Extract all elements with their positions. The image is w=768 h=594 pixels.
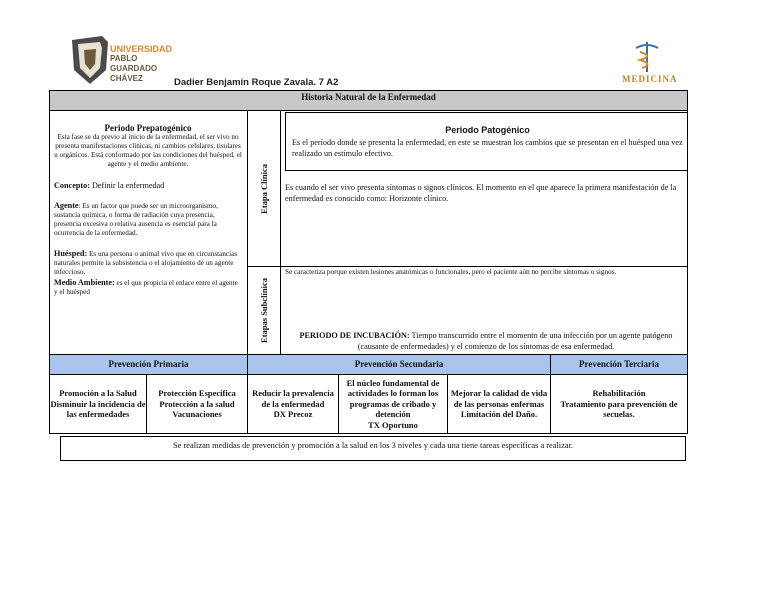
patogenic-text: Es el período donde se presenta la enfermedad, en este se muestran los cambios que se presentan en el huésped una vez realizado un estímulo efectivo.	[292, 138, 683, 158]
author-line: Dadier Benjamín Roque Zavala. 7 A2	[174, 77, 339, 88]
prevention-cell-5: Mejorar la calidad de vida de las personas enfermas Limitación del Daño.	[447, 374, 551, 434]
etapas-subclinica-label: Etapas Subclínica	[259, 278, 269, 343]
concepto-text: Concepto: Definir la enfermedad	[54, 181, 165, 190]
prevention-cell-4: El núcleo fundamental de actividades lo forman los programas de cribado y detención TX Oportuno	[338, 374, 448, 434]
divider	[280, 266, 688, 267]
prepatogenic-cell	[49, 110, 248, 355]
medio-ambiente-text: Medio Ambiente: es el que propicia el enlace entre el agente y el huésped	[54, 277, 238, 296]
etapa-clinica-label: Etapa Clínica	[259, 163, 269, 214]
huesped-text: Huésped: Es una persona o animal vivo que en circunstancias naturales permite la subsistencia o el alojamiento de un agente infeccioso.	[54, 248, 238, 276]
prepatogenic-heading: Periodo Prepatogénico	[104, 123, 192, 133]
patogenic-period-box	[285, 112, 688, 171]
patogenic-heading: Periodo Patogénico	[445, 125, 530, 135]
prevencion-secundaria-header: Prevención Secundaria	[247, 354, 551, 375]
prepatogenic-intro: Esta fase se da previo al inicio de la enfermedad, el ser vivo no presenta manifestaciones clínicas, ni cambios celulares, tisulares u orgánicos. Está conformado por las condiciones del huésped, el agente y el medio ambiente.	[54, 133, 242, 168]
university-name: UNIVERSIDAD PABLO GUARDADO CHÁVEZ	[110, 44, 173, 83]
prevencion-primaria-header: Prevención Primaria	[49, 354, 248, 375]
prevention-cell-2: Protección Especifica Protección a la salud Vacunaciones	[146, 374, 248, 434]
etapas-subclinica-cell	[247, 266, 281, 355]
clinical-stage-text: Es cuando el ser vivo presenta síntomas o signos clínicos. El momento en el que aparece la primera manifestación de la enfermedad es conocido como: Horizonte clínico.	[285, 183, 677, 203]
prevention-cell-3: Reducir la prevalencia de la enfermedad DX Precoz	[247, 374, 339, 434]
footer-note: Se realizan medidas de prevención y promoción a la salud en los 3 niveles y cada una tiene tareas específicas a realizar.	[60, 436, 686, 461]
etapa-clinica-cell	[247, 110, 281, 267]
faculty-name: MEDICINA	[622, 74, 678, 84]
subclinical-stage-text: Se caracteriza porque existen lesiones anatómicas o funcionales, pero el paciente aún no percibe síntomas o signos.	[285, 268, 617, 276]
incubation-text: PERIODO DE INCUBACIÓN: Tiempo transcurrido entre el momento de una infección por un agente patógeno (causante de enfermedades) y el comienzo de los síntomas de esa enfermedad.	[299, 331, 673, 351]
prevencion-terciaria-header: Prevención Terciaria	[550, 354, 688, 375]
agente-text: Agente: Es un factor que puede ser un microorganismo, sustancia química, o forma de radiación cuya presencia, presencia excesiva o relativa ausencia es esencial para la ocurrencia de la enfermedad.	[54, 200, 218, 237]
prevention-cell-6: Rehabilitación Tratamiento para prevención de secuelas.	[550, 374, 688, 434]
table-title: Historia Natural de la Enfermedad	[49, 90, 688, 111]
prevention-cell-1: Promoción a la Salud Disminuir la incidencia de las enfermedades	[49, 374, 147, 434]
